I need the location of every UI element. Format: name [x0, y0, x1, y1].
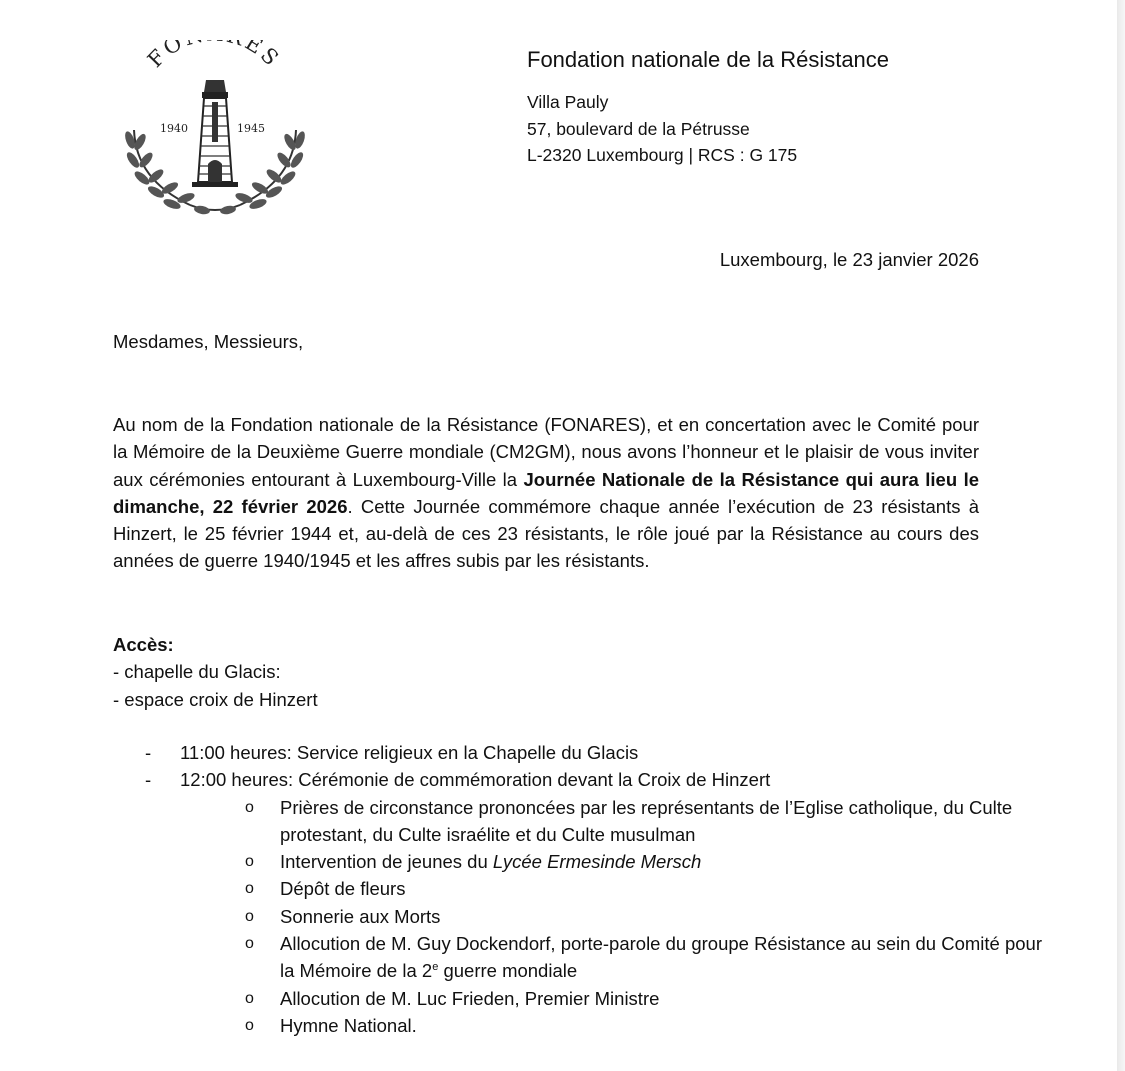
- logo-text: FO ES: [142, 40, 286, 73]
- organization-name: Fondation nationale de la Résistance: [527, 47, 890, 72]
- circle-bullet-icon: o: [245, 907, 254, 925]
- sub-list-item: [245, 794, 1045, 849]
- schedule-item: [145, 739, 1045, 766]
- schedule-item: [145, 766, 1045, 793]
- circle-bullet-icon: o: [245, 853, 254, 871]
- tower-icon: [192, 80, 238, 187]
- address-line: 57, boulevard de la Pétrusse: [527, 118, 750, 139]
- address-block: [527, 89, 889, 169]
- dash-bullet: -: [145, 769, 152, 791]
- sub-item-text: Intervention de jeunes du: [280, 851, 493, 873]
- address-line: Villa Pauly: [527, 92, 609, 112]
- sub-list-item: [245, 985, 1045, 1012]
- sub-item-text: Sonnerie aux Morts: [280, 905, 441, 927]
- page-edge: [1117, 0, 1125, 1071]
- circle-bullet-icon: o: [245, 989, 254, 1007]
- salutation: Mesdames, Messieurs,: [113, 331, 304, 352]
- access-item: - chapelle du Glacis:: [113, 661, 281, 683]
- circle-bullet-icon: o: [245, 935, 254, 953]
- circle-bullet-icon: o: [245, 798, 254, 816]
- address-line: L-2320 Luxembourg | RCS : G 175: [527, 145, 798, 165]
- logo-year-start: 1940: [160, 122, 188, 135]
- sub-item-text: Dépôt de fleurs: [280, 878, 406, 900]
- sub-item-text: Allocution de M. Guy Dockendorf, porte-parole du groupe Résistance au sein du Comité pour la Mémoire de la 2: [280, 933, 1043, 982]
- sub-list-item: [245, 903, 1045, 930]
- sub-list-item: [245, 875, 1045, 902]
- letterhead: [527, 44, 889, 169]
- superscript: e: [432, 961, 439, 974]
- schedule-item-text: 12:00 heures: Cérémonie de commémoration devant la Croix de Hinzert: [180, 769, 771, 791]
- circle-bullet-icon: o: [245, 880, 254, 898]
- fonares-logo: [120, 40, 310, 225]
- paragraph-text: . Cette Journée commémore chaque année l’exécution de 23 résistants à Hinzert, le 25 février 1944 et, au-delà de ces 23 résistants, le rôle joué par la Résistance au cours des années de guerre 1940/1945 et les affres subis par les résistants.: [113, 495, 979, 572]
- logo-year-end: 1945: [237, 122, 265, 135]
- sub-item-text: Allocution de M. Luc Frieden, Premier Ministre: [280, 987, 660, 1009]
- sub-list-item: [245, 1012, 1045, 1039]
- sub-item-text: Prières de circonstance prononcées par les représentants de l’Eglise catholique, du Culte protestant, du Culte israélite et du Culte musulman: [280, 796, 1013, 845]
- sub-item-text: guerre mondiale: [438, 960, 578, 982]
- svg-text:FONARES: [143, 40, 285, 72]
- letter-date: Luxembourg, le 23 janvier 2026: [719, 249, 979, 270]
- sub-item-text: Hymne National.: [280, 1014, 417, 1036]
- invitation-paragraph: [113, 411, 979, 575]
- access-section: [113, 631, 318, 713]
- schedule-list: [145, 739, 1045, 1039]
- dash-bullet: -: [145, 742, 152, 763]
- circle-bullet-icon: o: [245, 1016, 254, 1034]
- ceremony-sub-list: [245, 794, 1045, 1040]
- sub-list-item: [245, 848, 1045, 875]
- access-item: - espace croix de Hinzert: [113, 688, 318, 710]
- paragraph-bold-text: Journée Nationale de la Résistance qui aura lieu le dimanche, 22 février 2026: [113, 468, 979, 517]
- school-name: Lycée Ermesinde Mersch: [492, 851, 702, 873]
- sub-list-item: [245, 930, 1045, 985]
- paragraph-text: Au nom de la Fondation nationale de la Résistance (FONARES), et en concertation avec le Comité pour la Mémoire de la Deuxième Guerre mondiale (CM2GM), nous avons l’honneur et le plaisir de vous inviter aux cérémonies entourant à Luxembourg-Ville la: [113, 414, 979, 490]
- schedule-item-text: 11:00 heures: Service religieux en la Chapelle du Glacis: [180, 742, 639, 763]
- access-title: Accès:: [113, 634, 174, 655]
